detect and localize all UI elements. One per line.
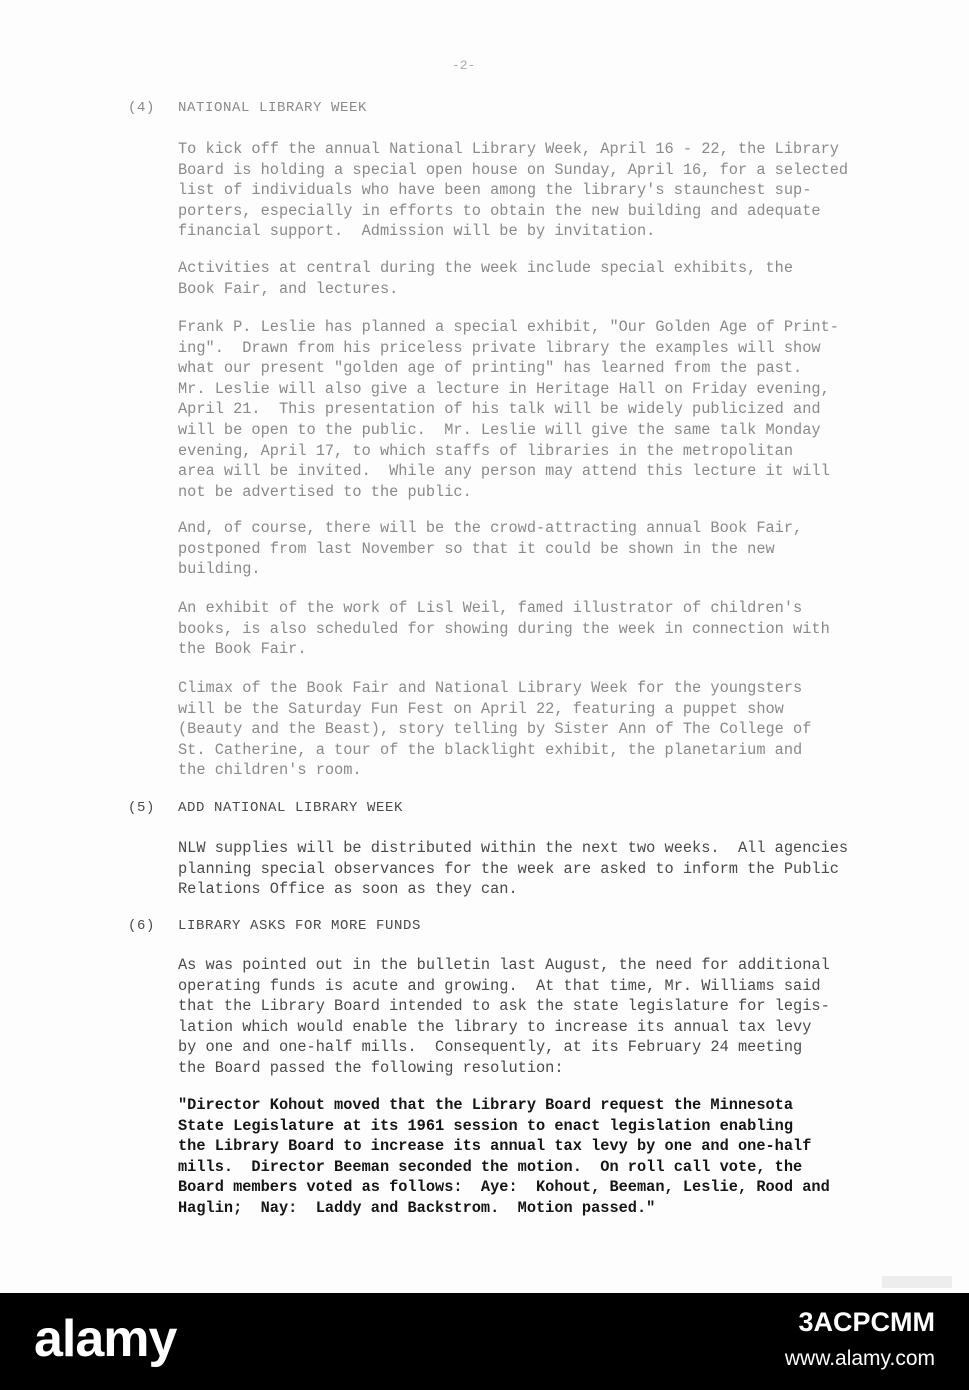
section-heading-5 (128, 800, 403, 816)
text-line: As was pointed out in the bulletin last August, the need for additional (178, 956, 830, 974)
text-line: porters, especially in efforts to obtain the new building and adequate (178, 201, 821, 220)
text-line: the children's room. (178, 761, 362, 780)
resolution-quote (178, 1095, 898, 1219)
text-line: planning special observances for the week are asked to inform the Public (178, 859, 839, 878)
text-line: April 21. This presentation of his talk will be widely publicized and (178, 400, 821, 419)
text-line: lation which would enable the library to increase its annual tax levy (178, 1017, 812, 1036)
text-line: financial support. Admission will be by invitation. (178, 222, 656, 241)
text-line: not be advertised to the public. (178, 482, 472, 501)
section-heading-4 (128, 100, 367, 116)
text-line: what our present "golden age of printing" has learned from the past. (178, 359, 803, 378)
paragraph (178, 678, 898, 781)
text-line: the Board passed the following resolution: (178, 1058, 564, 1077)
text-line: An exhibit of the work of Lisl Weil, famed illustrator of children's (178, 599, 803, 617)
text-line: And, of course, there will be the crowd-attracting annual Book Fair, (178, 519, 803, 537)
text-line: will be open to the public. Mr. Leslie will give the same talk Monday (178, 420, 821, 439)
text-line: Activities at central during the week include special exhibits, the (178, 259, 794, 277)
section-number: (6) (128, 918, 156, 934)
text-line: the Book Fair. (178, 640, 307, 659)
section-title: NATIONAL LIBRARY WEEK (178, 100, 368, 116)
text-line: by one and one-half mills. Consequently, at its February 24 meeting (178, 1038, 803, 1057)
paragraph (178, 518, 898, 580)
watermark-bar (0, 1293, 969, 1390)
text-line: the Library Board to increase its annual tax levy by one and one-half (178, 1137, 812, 1156)
paragraph (178, 317, 898, 502)
paragraph (178, 838, 898, 900)
text-line: "Director Kohout moved that the Library Board request the Minnesota (178, 1096, 794, 1114)
text-line: Climax of the Book Fair and National Library Week for the youngsters (178, 679, 803, 697)
watermark-logo: alamy (34, 1310, 177, 1368)
text-line: postponed from last November so that it could be shown in the new (178, 539, 775, 558)
text-line: St. Catherine, a tour of the blacklight exhibit, the planetarium and (178, 740, 803, 759)
text-line: Relations Office as soon as they can. (178, 880, 518, 899)
section-number: (4) (128, 100, 156, 116)
section-title: ADD NATIONAL LIBRARY WEEK (178, 800, 404, 816)
text-line: area will be invited. While any person may attend this lecture it will (178, 462, 830, 481)
text-line: evening, April 17, to which staffs of libraries in the metropolitan (178, 441, 794, 460)
text-line: NLW supplies will be distributed within the next two weeks. All agencies (178, 839, 849, 857)
text-line: (Beauty and the Beast), story telling by Sister Ann of The College of (178, 720, 812, 739)
section-title: LIBRARY ASKS FOR MORE FUNDS (178, 918, 422, 934)
text-line: operating funds is acute and growing. At that time, Mr. Williams said (178, 976, 821, 995)
text-line: list of individuals who have been among the library's staunchest sup- (178, 181, 812, 200)
text-line: Mr. Leslie will also give a lecture in Heritage Hall on Friday evening, (178, 379, 830, 398)
text-line: Haglin; Nay: Laddy and Backstrom. Motion passed." (178, 1198, 656, 1217)
watermark-image-id: 3ACPCMM (798, 1307, 935, 1337)
text-line: Board members voted as follows: Aye: Kohout, Beeman, Leslie, Rood and (178, 1178, 830, 1197)
section-heading-6 (128, 918, 421, 934)
paragraph (178, 955, 898, 1079)
paragraph (178, 258, 898, 299)
text-line: Book Fair, and lectures. (178, 279, 399, 298)
paragraph (178, 139, 898, 242)
text-line: Board is holding a special open house on Sunday, April 16, for a selected (178, 160, 849, 179)
text-line: will be the Saturday Fun Fest on April 22, featuring a puppet show (178, 699, 784, 718)
text-line: ing". Drawn from his priceless private library the examples will show (178, 338, 821, 357)
watermark-url: www.alamy.com (784, 1347, 935, 1370)
text-line: that the Library Board intended to ask the state legislature for legis- (178, 997, 830, 1016)
page-number: -2- (452, 58, 476, 73)
section-number: (5) (128, 800, 156, 816)
text-line: Frank P. Leslie has planned a special exhibit, "Our Golden Age of Print- (178, 318, 839, 336)
paragraph (178, 598, 898, 660)
text-line: mills. Director Beeman seconded the motion. On roll call vote, the (178, 1157, 803, 1176)
watermark-mark-icon (882, 1262, 952, 1288)
text-line: building. (178, 560, 261, 579)
text-line: State Legislature at its 1961 session to enact legislation enabling (178, 1116, 794, 1135)
text-line: books, is also scheduled for showing during the week in connection with (178, 619, 830, 638)
text-line: To kick off the annual National Library Week, April 16 - 22, the Library (178, 140, 839, 158)
